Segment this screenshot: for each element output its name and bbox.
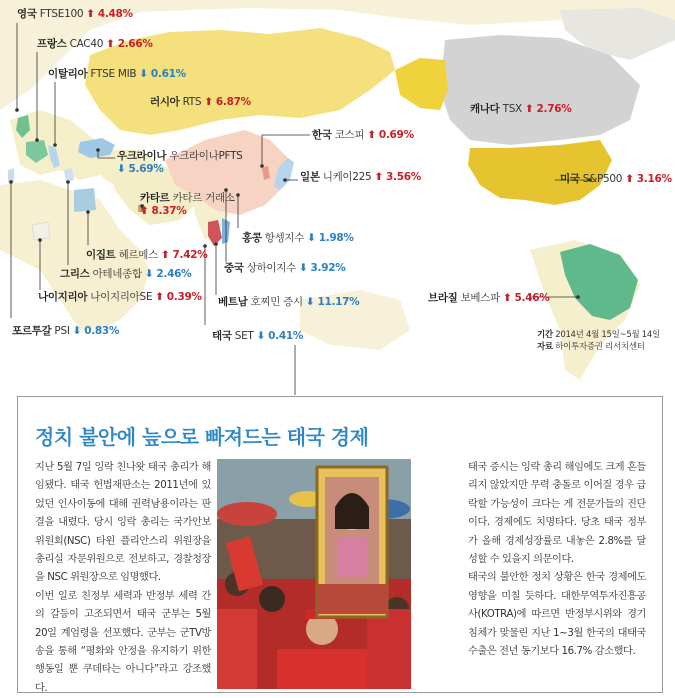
market-country: 우크라이나 bbox=[117, 150, 167, 162]
arrow-up-icon: ⬆ bbox=[525, 103, 534, 115]
market-index: PSI bbox=[54, 325, 70, 337]
article-box bbox=[17, 396, 663, 693]
market-index: FTSE MIB bbox=[90, 68, 137, 80]
period-value: 2014년 4월 15일~5월 14일 bbox=[555, 330, 660, 340]
portugal-region bbox=[8, 168, 14, 182]
market-change: 0.83% bbox=[84, 325, 120, 337]
market-country: 한국 bbox=[312, 129, 332, 141]
arrow-down-icon: ⬇ bbox=[305, 296, 315, 308]
market-change: 3.56% bbox=[386, 171, 421, 183]
market-country: 그리스 bbox=[60, 268, 90, 280]
market-label bbox=[300, 171, 421, 184]
market-change: 3.16% bbox=[636, 173, 672, 185]
market-country: 캐나다 bbox=[470, 103, 500, 115]
market-country: 일본 bbox=[300, 171, 320, 183]
arrow-down-icon: ⬇ bbox=[256, 330, 266, 342]
arrow-up-icon: ⬆ bbox=[204, 96, 213, 108]
market-change: 0.61% bbox=[150, 68, 186, 80]
market-label bbox=[560, 173, 672, 186]
market-index: 아테네종합 bbox=[92, 268, 142, 280]
arrow-up-icon: ⬆ bbox=[374, 171, 383, 183]
market-country: 러시아 bbox=[150, 96, 180, 108]
market-label bbox=[37, 38, 153, 51]
arrow-down-icon: ⬇ bbox=[139, 68, 148, 80]
market-change: 5.69% bbox=[128, 163, 164, 175]
market-country: 나이지리아 bbox=[38, 291, 88, 303]
period-label: 기간 bbox=[537, 330, 553, 340]
article-headline: 정치 불안에 늪으로 빠져드는 태국 경제 bbox=[35, 425, 369, 449]
market-label bbox=[12, 325, 119, 338]
arrow-down-icon: ⬇ bbox=[299, 262, 308, 274]
market-country: 포르투갈 bbox=[12, 325, 52, 337]
market-country: 카타르 bbox=[140, 192, 170, 204]
market-country: 베트남 bbox=[218, 296, 248, 308]
market-country: 이탈리아 bbox=[48, 68, 88, 80]
market-label bbox=[428, 292, 549, 305]
market-index: CAC40 bbox=[69, 38, 104, 50]
market-label bbox=[224, 262, 345, 275]
market-country: 미국 bbox=[560, 173, 580, 185]
market-label bbox=[140, 192, 235, 218]
market-index: SET bbox=[234, 330, 254, 342]
market-label bbox=[312, 129, 414, 142]
market-label bbox=[48, 68, 186, 81]
market-label bbox=[242, 232, 354, 245]
arrow-down-icon: ⬇ bbox=[307, 232, 316, 244]
market-label bbox=[60, 268, 191, 281]
market-index: 헤르메스 bbox=[118, 249, 158, 261]
market-country: 홍콩 bbox=[242, 232, 262, 244]
market-index: FTSE100 bbox=[39, 8, 84, 20]
article-paragraph: 태국의 불안한 정치 상황은 한국 경제에도 영향을 미칠 듯하다. 대한무역투자진흥공사(KOTRA)에 따르면 반정부시위와 경기침체가 맞물린 지난 1~3월 한국의 대태국 수출은 전년 동기보다 16.7% 감소했다. bbox=[468, 572, 646, 658]
market-change: 1.98% bbox=[318, 232, 354, 244]
market-index: TSX bbox=[502, 103, 522, 115]
market-label bbox=[218, 296, 359, 309]
market-index: 니케이225 bbox=[322, 171, 372, 183]
arrow-up-icon: ⬆ bbox=[503, 292, 512, 304]
market-change: 11.17% bbox=[317, 296, 360, 308]
arrow-down-icon: ⬇ bbox=[144, 268, 154, 280]
egypt-region bbox=[74, 188, 96, 212]
arrow-up-icon: ⬆ bbox=[86, 8, 95, 20]
market-index: 보베스파 bbox=[460, 292, 500, 304]
market-change: 5.46% bbox=[514, 292, 550, 304]
article-paragraph: 이번 일로 친정부 세력과 반정부 세력 간의 갈등이 고조되면서 태국 군부는 5월 20일 계엄령을 선포했다. 군부는 군TV방송을 통해 “평화와 안정을 유지하기 위한 행동일 뿐 쿠데타는 아니다”라고 강조했다. bbox=[35, 590, 211, 694]
market-change: 8.37% bbox=[151, 205, 187, 217]
market-label bbox=[212, 330, 303, 343]
market-change: 2.46% bbox=[156, 268, 192, 280]
market-change: 2.76% bbox=[536, 103, 572, 115]
market-label bbox=[17, 8, 133, 21]
market-index: RTS bbox=[182, 96, 202, 108]
market-index: 상하이지수 bbox=[246, 262, 296, 274]
arrow-up-icon: ⬆ bbox=[161, 249, 170, 261]
source-label: 자료 bbox=[537, 342, 553, 352]
market-change: 7.42% bbox=[172, 249, 208, 261]
alaska-region bbox=[395, 58, 448, 110]
market-country: 프랑스 bbox=[37, 38, 67, 50]
market-label bbox=[150, 96, 251, 109]
source-note bbox=[537, 329, 660, 353]
market-change: 2.66% bbox=[117, 38, 153, 50]
market-index: 나이지리아SE bbox=[90, 291, 153, 303]
nigeria-region bbox=[32, 222, 50, 240]
market-country: 이집트 bbox=[86, 249, 116, 261]
arrow-up-icon: ⬆ bbox=[367, 129, 376, 141]
market-change: 6.87% bbox=[215, 96, 251, 108]
market-change: 3.92% bbox=[310, 262, 346, 274]
market-country: 중국 bbox=[224, 262, 244, 274]
market-label bbox=[117, 150, 243, 176]
market-change: 0.39% bbox=[166, 291, 202, 303]
arrow-up-icon: ⬆ bbox=[140, 205, 149, 217]
market-change: 0.69% bbox=[378, 129, 414, 141]
article-paragraph: 지난 5월 7일 잉락 친나왓 태국 총리가 해임됐다. 태국 헌법재판소는 2011년에 있었던 인사이동에 대해 권력남용이라는 판결을 내렸다. 당시 잉락 총리는 국가안보위원회(NSC) 타윈 플리안스리 위원장을 총리실 자문위원으로 전보하고, 경찰청장을 NSC 위원장으로 임명했다. bbox=[35, 462, 211, 584]
arrow-up-icon: ⬆ bbox=[625, 173, 634, 185]
market-label bbox=[470, 103, 571, 116]
article-paragraph: 태국 증시는 잉락 총리 해임에도 크게 흔들리지 않았지만 무력 충돌로 이어질 경우 급락할 가능성이 크다는 게 전문가들의 진단이다. 경제에도 치명타다. 당초 태국 정부가 올해 경제성장률로 내놓은 2.8%를 달성할 수 있을지 의문이다. bbox=[468, 462, 646, 566]
market-index: 우크라이나PFTS bbox=[169, 150, 243, 162]
protest-photo bbox=[217, 459, 411, 689]
arrow-up-icon: ⬆ bbox=[155, 291, 164, 303]
article-column-right bbox=[468, 459, 646, 661]
market-country: 영국 bbox=[17, 8, 37, 20]
market-country: 태국 bbox=[212, 330, 232, 342]
market-change: 4.48% bbox=[97, 8, 133, 20]
market-index: 항셍지수 bbox=[264, 232, 305, 244]
market-index: 코스피 bbox=[334, 129, 365, 141]
arrow-down-icon: ⬇ bbox=[72, 325, 82, 337]
market-label bbox=[86, 249, 207, 262]
source-value: 하이투자증권 리서치센터 bbox=[555, 342, 645, 352]
market-index: 호찌민 증시 bbox=[250, 296, 303, 308]
market-country: 브라질 bbox=[428, 292, 458, 304]
arrow-up-icon: ⬆ bbox=[106, 38, 115, 50]
market-index: 카타르 거래소 bbox=[172, 192, 235, 204]
arrow-down-icon: ⬇ bbox=[117, 163, 126, 175]
market-change: 0.41% bbox=[268, 330, 304, 342]
article-column-left bbox=[35, 459, 211, 698]
market-label bbox=[38, 291, 202, 304]
market-index: S&P500 bbox=[582, 173, 623, 185]
